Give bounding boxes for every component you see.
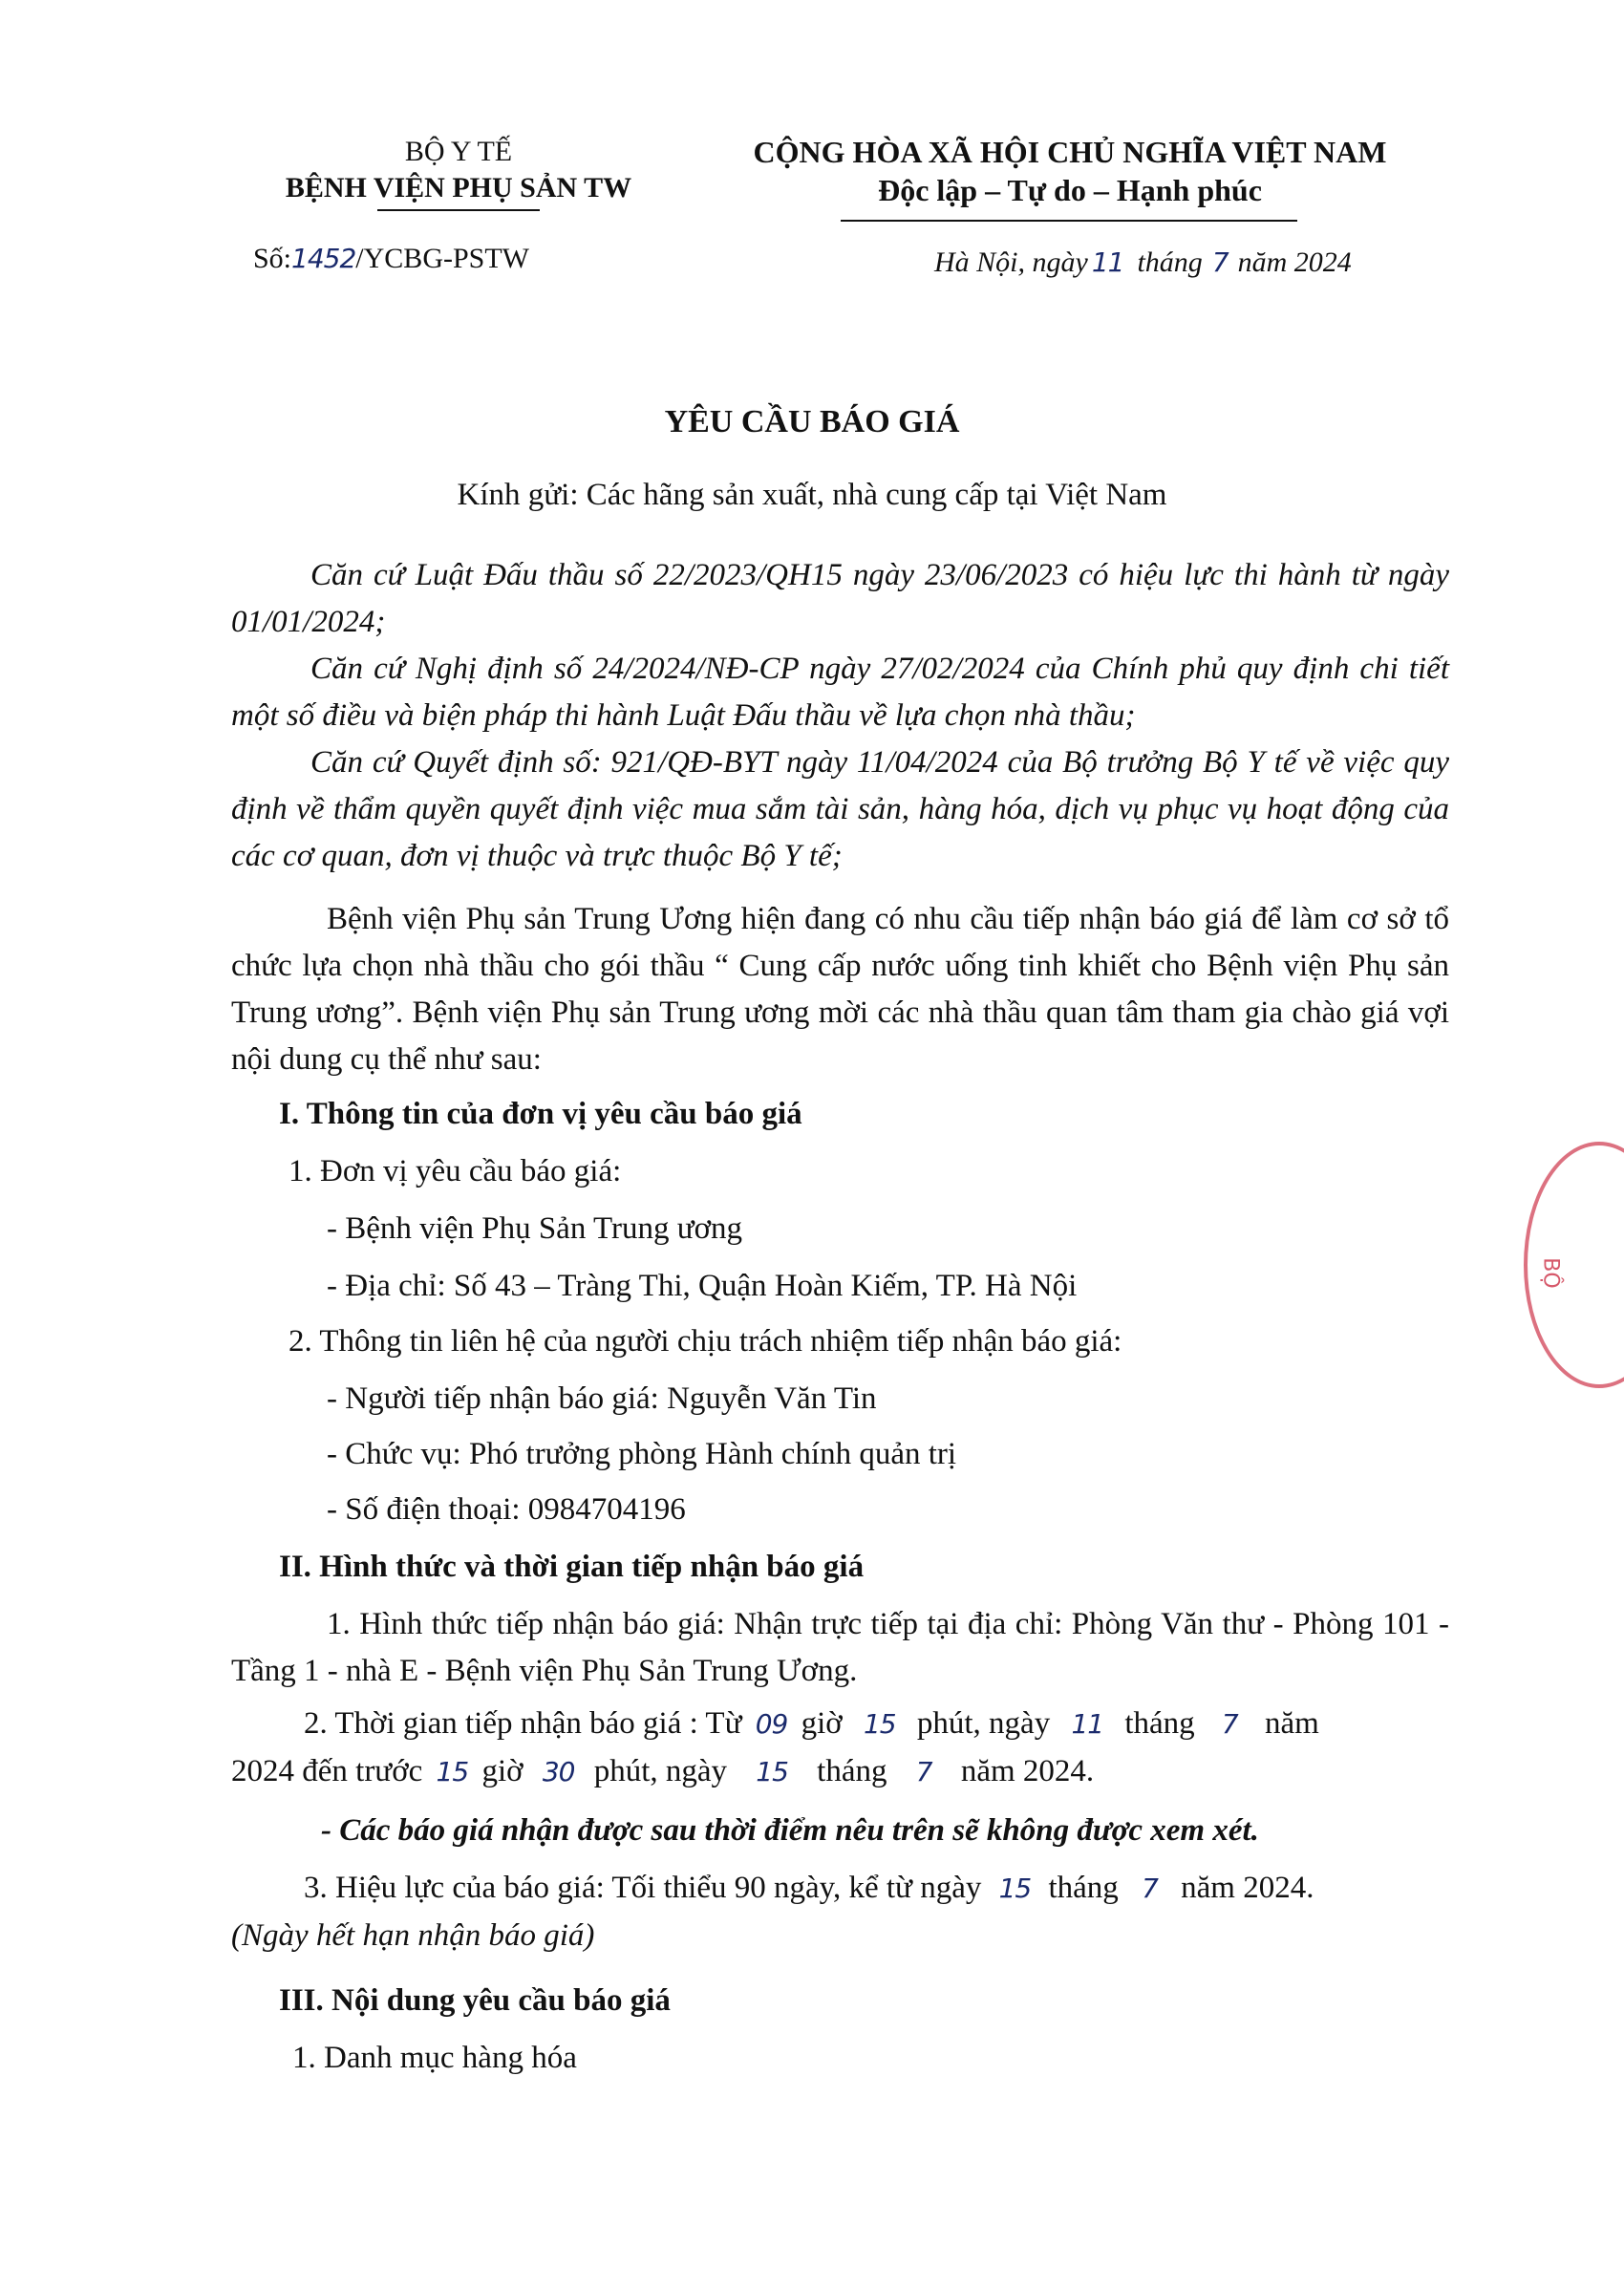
validity-day-handwritten: 15 [998, 1873, 1032, 1904]
date-month-handwritten: 7 [1211, 246, 1229, 278]
section-2-item-2-line-1: 2. Thời gian tiếp nhận báo giá : Từ 09 giờ 15 phút, ngày 11 tháng 7 năm [304, 1706, 1319, 1741]
start-hour-handwritten: 09 [755, 1708, 788, 1740]
doc-number-handwritten: 1452 [291, 243, 356, 274]
start-minute-handwritten: 15 [863, 1708, 896, 1740]
end-minute-handwritten: 30 [542, 1756, 575, 1787]
section-2-item-2-line-2: 2024 đến trước 15 giờ 30 phút, ngày 15 tháng 7 năm 2024. [231, 1754, 1095, 1788]
legal-basis-3: Căn cứ Quyết định số: 921/QĐ-BYT ngày 11/04/2024 của Bộ trưởng Bộ Y tế về việc quy định về thẩm quyền quyết định việc mua sắm tài sản, hàng hóa, dịch vụ phục vụ hoạt động của các cơ quan, đơn vị thuộc và trực thuộc Bộ Y tế; [231, 745, 1449, 873]
start-month-handwritten: 7 [1221, 1708, 1238, 1740]
end-month-handwritten: 7 [915, 1756, 932, 1787]
receiver-phone: - Số điện thoại: 0984704196 [327, 1492, 686, 1527]
start-day-handwritten: 11 [1071, 1708, 1104, 1740]
document-title: YÊU CẦU BÁO GIÁ [664, 404, 960, 439]
unit-address: - Địa chỉ: Số 43 – Tràng Thi, Quận Hoàn Kiếm, TP. Hà Nội [327, 1269, 1078, 1303]
unit-name: - Bệnh viện Phụ Sản Trung ương [327, 1211, 743, 1246]
org-underline [377, 209, 540, 211]
receiver-position: - Chức vụ: Phó trưởng phòng Hành chính quản trị [327, 1437, 957, 1471]
section-1-item-1: 1. Đơn vị yêu cầu báo giá: [288, 1154, 622, 1188]
motto-underline [841, 220, 1297, 222]
organization-name: BỆNH VIỆN PHỤ SẢN TW [285, 172, 632, 203]
recipient-line: Kính gửi: Các hãng sản xuất, nhà cung cấp tại Việt Nam [457, 478, 1167, 512]
legal-basis-1: Căn cứ Luật Đấu thầu số 22/2023/QH15 ngày 23/06/2023 có hiệu lực thi hành từ ngày 01/01/2024; [231, 558, 1449, 639]
validity-note: (Ngày hết hạn nhận báo giá) [231, 1918, 595, 1953]
section-2-heading: II. Hình thức và thời gian tiếp nhận báo giá [279, 1550, 865, 1584]
national-motto: Độc lập – Tự do – Hạnh phúc [878, 173, 1262, 207]
document-number: Số:1452/YCBG-PSTW [253, 243, 529, 274]
section-1-item-2: 2. Thông tin liên hệ của người chịu trách nhiệm tiếp nhận báo giá: [288, 1324, 1122, 1359]
end-day-handwritten: 15 [756, 1756, 788, 1787]
country-name: CỘNG HÒA XÃ HỘI CHỦ NGHĨA VIỆT NAM [753, 135, 1387, 169]
section-2-item-3: 3. Hiệu lực của báo giá: Tối thiểu 90 ngày, kể từ ngày 15 tháng 7 năm 2024. [304, 1871, 1314, 1905]
ministry-name: BỘ Y TẾ [404, 136, 513, 167]
stamp-text: BỘ [1538, 1257, 1563, 1289]
section-3-heading: III. Nội dung yêu cầu báo giá [279, 1983, 671, 2018]
late-submission-warning: - Các báo giá nhận được sau thời điểm nêu trên sẽ không được xem xét. [321, 1813, 1259, 1848]
intro-paragraph: Bệnh viện Phụ sản Trung Ương hiện đang có nhu cầu tiếp nhận báo giá để làm cơ sở tổ chức lựa chọn nhà thầu cho gói thầu “ Cung cấp nước uống tinh khiết cho Bệnh viện Phụ sản Trung ương”. Bệnh viện Phụ sản Trung ương mời các nhà thầu quan tâm tham gia chào giá vợi nội dung cụ thể như sau: [231, 902, 1449, 1077]
section-2-item-1: 1. Hình thức tiếp nhận báo giá: Nhận trực tiếp tại địa chỉ: Phòng Văn thư - Phòng 101 - Tầng 1 - nhà E - Bệnh viện Phụ Sản Trung Ương. [231, 1607, 1449, 1688]
section-3-item-1: 1. Danh mục hàng hóa [292, 2041, 577, 2075]
validity-month-handwritten: 7 [1142, 1873, 1158, 1904]
receiver-name: - Người tiếp nhận báo giá: Nguyễn Văn Tin [327, 1381, 877, 1416]
section-1-heading: I. Thông tin của đơn vị yêu cầu báo giá [279, 1097, 802, 1131]
end-hour-handwritten: 15 [436, 1756, 469, 1787]
document-date: Hà Nội, ngày 11 tháng 7 năm 2024 [934, 246, 1352, 278]
legal-basis-2: Căn cứ Nghị định số 24/2024/NĐ-CP ngày 27/02/2024 của Chính phủ quy định chi tiết một số điều và biện pháp thi hành Luật Đấu thầu về lựa chọn nhà thầu; [231, 652, 1449, 733]
date-day-handwritten: 11 [1091, 246, 1124, 278]
